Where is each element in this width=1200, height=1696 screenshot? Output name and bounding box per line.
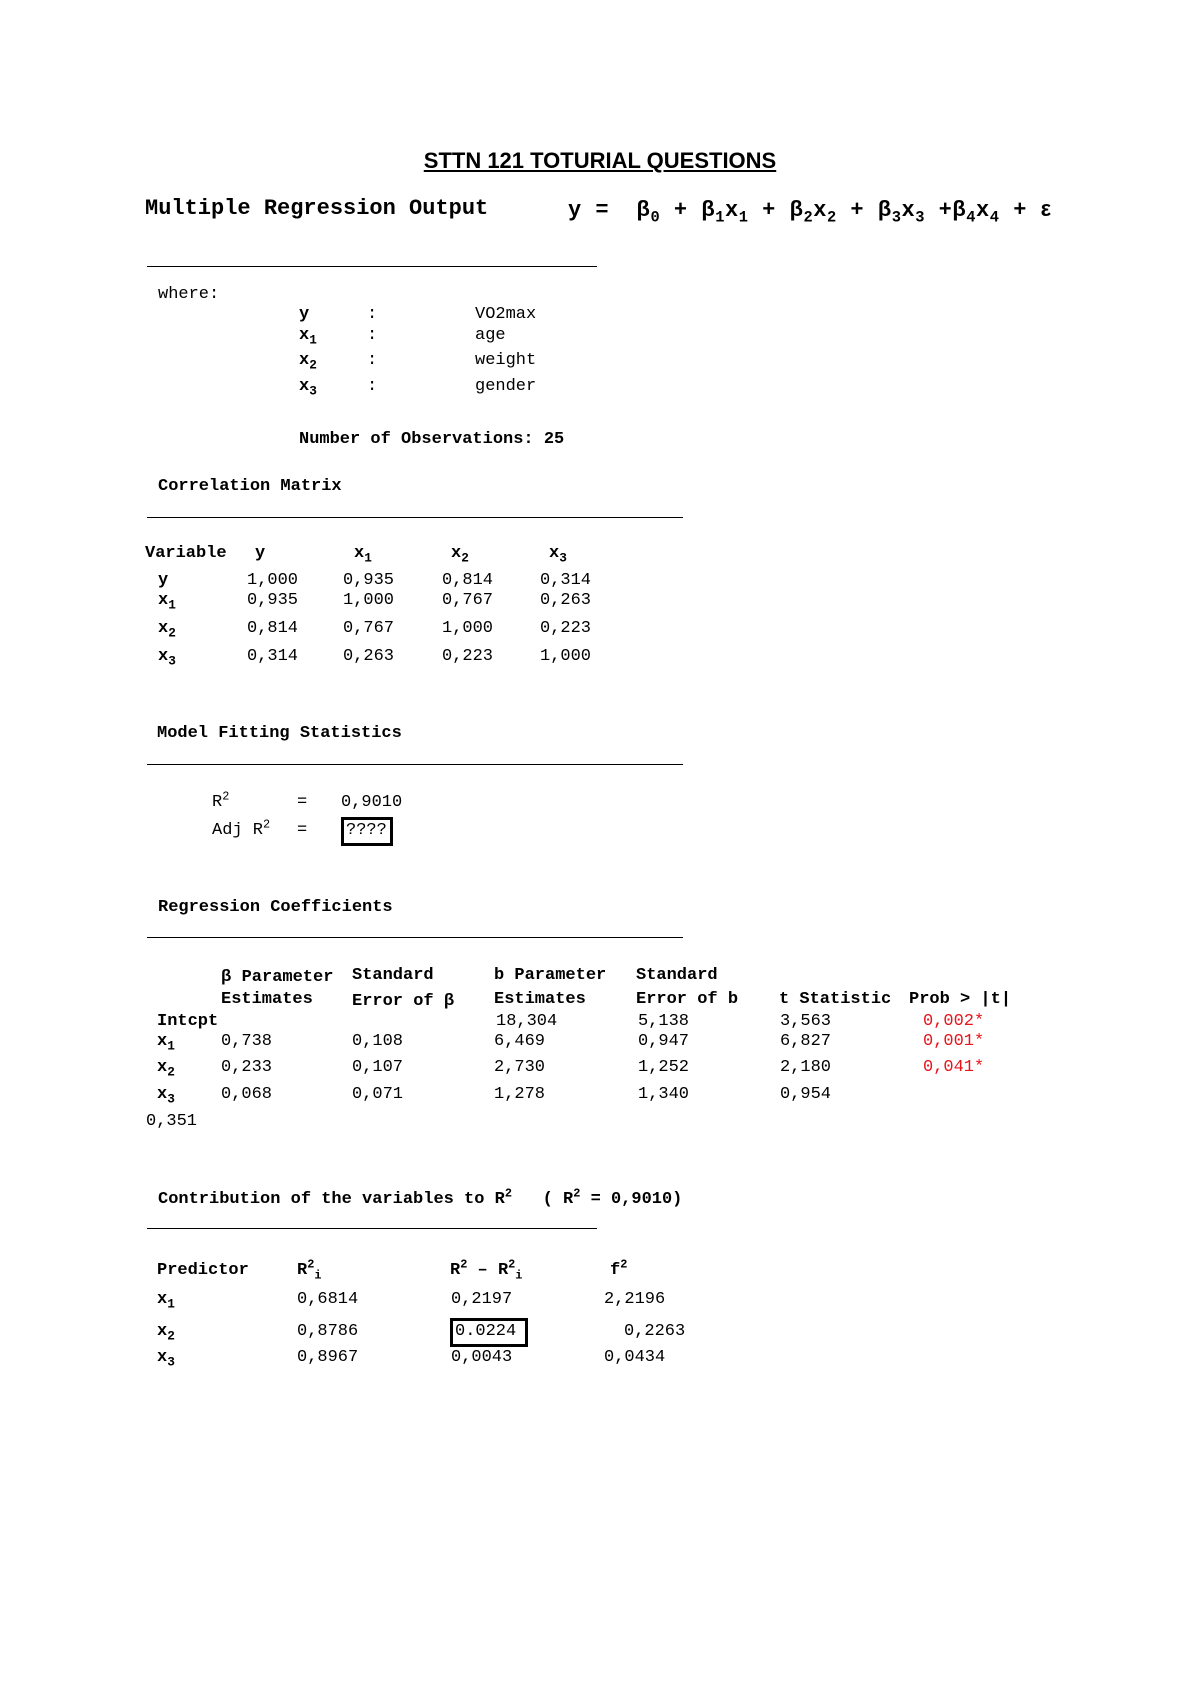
table-cell: 6,827 — [780, 1032, 832, 1051]
where-x2-symbol: $x_2$ — [299, 351, 317, 373]
table-cell: 1,278 — [494, 1085, 546, 1104]
table-cell: 0,738 — [221, 1032, 273, 1051]
table-cell: 0,8967 — [297, 1348, 359, 1367]
coef-row-label: $x_1$ — [157, 1032, 175, 1054]
table-cell: 2,180 — [780, 1058, 832, 1077]
observations: Number of Observations: 25 — [299, 430, 565, 449]
table-cell: 0,2197 — [451, 1290, 513, 1309]
where-x3-desc: gender — [475, 377, 537, 396]
corr-row-label: $x_3$ — [158, 647, 176, 669]
table-cell: 0,263 — [540, 591, 592, 610]
coef-header-prob: Prob > |t| — [909, 990, 1012, 1009]
table-cell: 3,563 — [780, 1012, 832, 1031]
contrib-row-label: $x_1$ — [157, 1290, 175, 1312]
corr-col-y: y — [255, 544, 266, 563]
table-cell: 0,263 — [343, 647, 395, 666]
table-cell: 1,000 — [540, 647, 592, 666]
r2-equals: = — [297, 793, 308, 812]
p-value: 0,001* — [923, 1032, 985, 1051]
contribution-heading: Contribution of the variables to $R^2$ ( $R^2 = 0,9010$) — [158, 1186, 683, 1209]
r2-value: 0,9010 — [341, 793, 403, 812]
table-cell: 2,2196 — [604, 1290, 666, 1309]
divider — [147, 937, 683, 938]
corr-col-x2: $x_2$ — [451, 544, 469, 566]
where-colon: : — [367, 326, 378, 345]
coef-header-beta-param: β Parameter — [221, 966, 334, 987]
table-cell: 1,000 — [343, 591, 395, 610]
table-cell: 0,0434 — [604, 1348, 666, 1367]
table-cell: 1,340 — [638, 1085, 690, 1104]
coef-header-estimates: Estimates — [494, 990, 586, 1009]
table-cell: 2,730 — [494, 1058, 546, 1077]
table-cell: 5,138 — [638, 1012, 690, 1031]
corr-col-x3: $x_3$ — [549, 544, 567, 566]
correlation-heading: Correlation Matrix — [158, 477, 342, 496]
coef-header-b-param: b Parameter — [494, 966, 607, 985]
where-colon: : — [367, 351, 378, 370]
r2-label: $R^2$ — [212, 789, 230, 812]
adj-r2-label: Adj $R^2$ — [212, 817, 271, 840]
coef-header-standard: Standard — [636, 966, 718, 985]
table-cell: 0,223 — [540, 619, 592, 638]
table-cell: 0,954 — [780, 1085, 832, 1104]
table-cell: 0.0224 — [455, 1322, 517, 1341]
table-cell: 0,767 — [442, 591, 494, 610]
where-x1-desc: age — [475, 326, 506, 345]
regression-equation: $y = \beta_0 + \beta_1x_1 + \beta_2x_2 + \beta_3x_3 +\beta_4x_4 + \varepsilon$ — [568, 196, 1052, 227]
table-cell: 6,469 — [494, 1032, 546, 1051]
page-title: STTN 121 TOTURIAL QUESTIONS — [423, 148, 777, 173]
contrib-header-f2: $f^2$ — [610, 1257, 628, 1280]
table-cell: 0,314 — [540, 571, 592, 590]
table-cell: 18,304 — [496, 1012, 558, 1031]
p-value: 0,002* — [923, 1012, 985, 1031]
where-x2-desc: weight — [475, 351, 537, 370]
where-x3-symbol: $x_3$ — [299, 377, 317, 399]
where-label: where: — [158, 285, 220, 304]
corr-col-variable: Variable — [145, 544, 227, 563]
table-cell: 1,252 — [638, 1058, 690, 1077]
table-cell: 0,935 — [343, 571, 395, 590]
table-cell: 0,223 — [442, 647, 494, 666]
table-cell: 0,6814 — [297, 1290, 359, 1309]
table-cell: 0,0043 — [451, 1348, 513, 1367]
divider — [147, 764, 683, 765]
contrib-header-diff: $R^2 - R^2_i$ — [450, 1257, 523, 1283]
coef-header-standard: Standard — [352, 966, 434, 985]
divider — [147, 517, 683, 518]
table-cell: 0,814 — [247, 619, 299, 638]
table-cell: 0,108 — [352, 1032, 404, 1051]
table-cell: 1,000 — [442, 619, 494, 638]
table-cell: 0,233 — [221, 1058, 273, 1077]
contrib-header-ri2: $R^2_i$ — [297, 1257, 322, 1283]
p-value: 0,041* — [923, 1058, 985, 1077]
table-cell: 0,8786 — [297, 1322, 359, 1341]
table-cell: 0,068 — [221, 1085, 273, 1104]
coef-header-error-b: Error of b — [636, 990, 739, 1009]
corr-row-label: $x_1$ — [158, 591, 176, 613]
section-header: Multiple Regression Output — [145, 196, 489, 221]
coef-header-error-beta: Error of β — [352, 990, 455, 1011]
coef-row-label: $x_3$ — [157, 1085, 175, 1107]
corr-row-label: y — [158, 571, 169, 590]
contrib-row-label: $x_3$ — [157, 1348, 175, 1370]
where-y-symbol: y — [299, 305, 310, 324]
corr-row-label: $x_2$ — [158, 619, 176, 641]
table-cell: 0,107 — [352, 1058, 404, 1077]
table-cell: 1,000 — [247, 571, 299, 590]
table-cell: 0,947 — [638, 1032, 690, 1051]
model-fit-heading: Model Fitting Statistics — [157, 724, 402, 743]
contrib-header-predictor: Predictor — [157, 1261, 249, 1280]
coef-header-t: t Statistic — [779, 990, 892, 1009]
p-value: 0,351 — [146, 1112, 198, 1131]
table-cell: 0,2263 — [624, 1322, 686, 1341]
coef-row-label: Intcpt — [157, 1012, 219, 1031]
where-y-desc: VO2max — [475, 305, 537, 324]
table-cell: 0,071 — [352, 1085, 404, 1104]
table-cell: 0,814 — [442, 571, 494, 590]
divider — [147, 1228, 597, 1229]
coef-row-label: $x_2$ — [157, 1058, 175, 1080]
contrib-row-label: $x_2$ — [157, 1322, 175, 1344]
where-colon: : — [367, 377, 378, 396]
table-cell: 0,935 — [247, 591, 299, 610]
table-cell: 0,314 — [247, 647, 299, 666]
table-cell: 0,767 — [343, 619, 395, 638]
corr-col-x1: $x_1$ — [354, 544, 372, 566]
divider — [147, 266, 597, 267]
where-colon: : — [367, 305, 378, 324]
where-x1-symbol: $x_1$ — [299, 326, 317, 348]
coefficients-heading: Regression Coefficients — [158, 898, 393, 917]
coef-header-estimates: Estimates — [221, 990, 313, 1009]
adj-r2-equals: = — [297, 821, 308, 840]
adj-r2-value: ???? — [346, 821, 387, 840]
